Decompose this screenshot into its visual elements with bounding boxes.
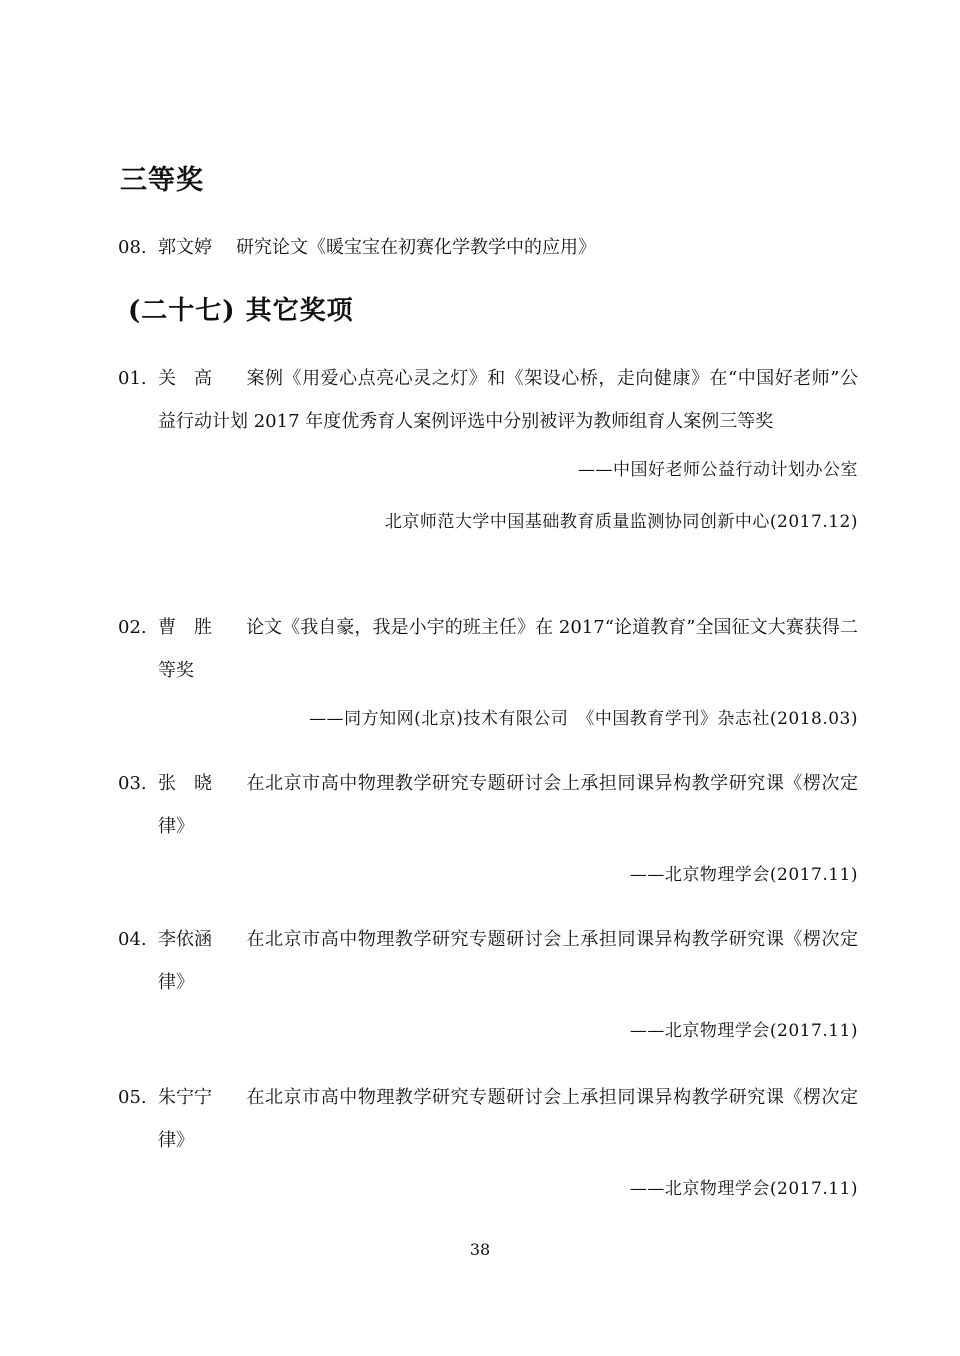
entry-row	[118, 357, 858, 443]
entry-content	[158, 357, 858, 443]
entry-name: 张 晓	[158, 773, 212, 794]
entry-source: ——北京物理学会(2017.11)	[629, 1179, 858, 1199]
page-number: 38	[469, 1240, 491, 1259]
award-entry-01	[118, 357, 858, 544]
entry-text: 在北京市高中物理教学研究专题研讨会上承担同课异构教学研究课《楞次定律》	[158, 1087, 858, 1151]
entry-content	[158, 762, 858, 848]
entry-text: 在北京市高中物理教学研究专题研讨会上承担同课异构教学研究课《楞次定律》	[158, 773, 858, 837]
entry-number: 05.	[118, 1087, 147, 1108]
entry-text: 论文《我自豪，我是小宇的班主任》在 2017“论道教育”全国征文大赛获得二等奖	[158, 617, 858, 681]
entry-name: 郭文婷	[158, 237, 212, 258]
entry-name: 曹 胜	[158, 617, 212, 638]
entry-source: ——中国好老师公益行动计划办公室	[578, 460, 858, 480]
award-entry-02	[118, 606, 858, 741]
third-prize-heading: 三等奖	[120, 165, 204, 196]
entry-row	[118, 918, 858, 1004]
entry-text: 案例《用爱心点亮心灵之灯》和《架设心桥，走向健康》在“中国好老师”公益行动计划 2017 年度优秀育人案例评选中分别被评为教师组育人案例三等奖	[158, 368, 858, 432]
entry-source: ——北京物理学会(2017.11)	[629, 1021, 858, 1041]
entry-name: 李依涵	[158, 929, 212, 950]
entry-number: 01.	[118, 368, 147, 389]
entry-name: 朱宁宁	[158, 1087, 212, 1108]
entry-name: 关 高	[158, 368, 212, 389]
entry-row	[118, 762, 858, 848]
entry-number: 03.	[118, 773, 147, 794]
entry-source: ——同方知网(北京)技术有限公司 《中国教育学刊》杂志社(2018.03)	[309, 709, 858, 729]
entry-number: 08.	[118, 237, 147, 258]
entry-row	[118, 1076, 858, 1162]
award-entry-05	[118, 1076, 858, 1211]
entry-text: 研究论文《暖宝宝在初赛化学教学中的应用》	[236, 237, 596, 258]
award-entry-04	[118, 918, 858, 1053]
other-awards-heading: (二十七) 其它奖项	[128, 296, 354, 326]
entry-number: 04.	[118, 929, 147, 950]
entry-number: 02.	[118, 617, 147, 638]
entry-content	[158, 226, 858, 269]
entry-content	[158, 1076, 858, 1162]
entry-row	[118, 226, 858, 269]
entry-source: ——北京物理学会(2017.11)	[629, 865, 858, 885]
entry-source: 北京师范大学中国基础教育质量监测协同创新中心(2017.12)	[384, 512, 858, 532]
entry-content	[158, 606, 858, 692]
entry-row	[118, 606, 858, 692]
entry-text: 在北京市高中物理教学研究专题研讨会上承担同课异构教学研究课《楞次定律》	[158, 929, 858, 993]
award-entry-03	[118, 762, 858, 897]
entry-content	[158, 918, 858, 1004]
third-prize-entry-08	[118, 226, 858, 269]
